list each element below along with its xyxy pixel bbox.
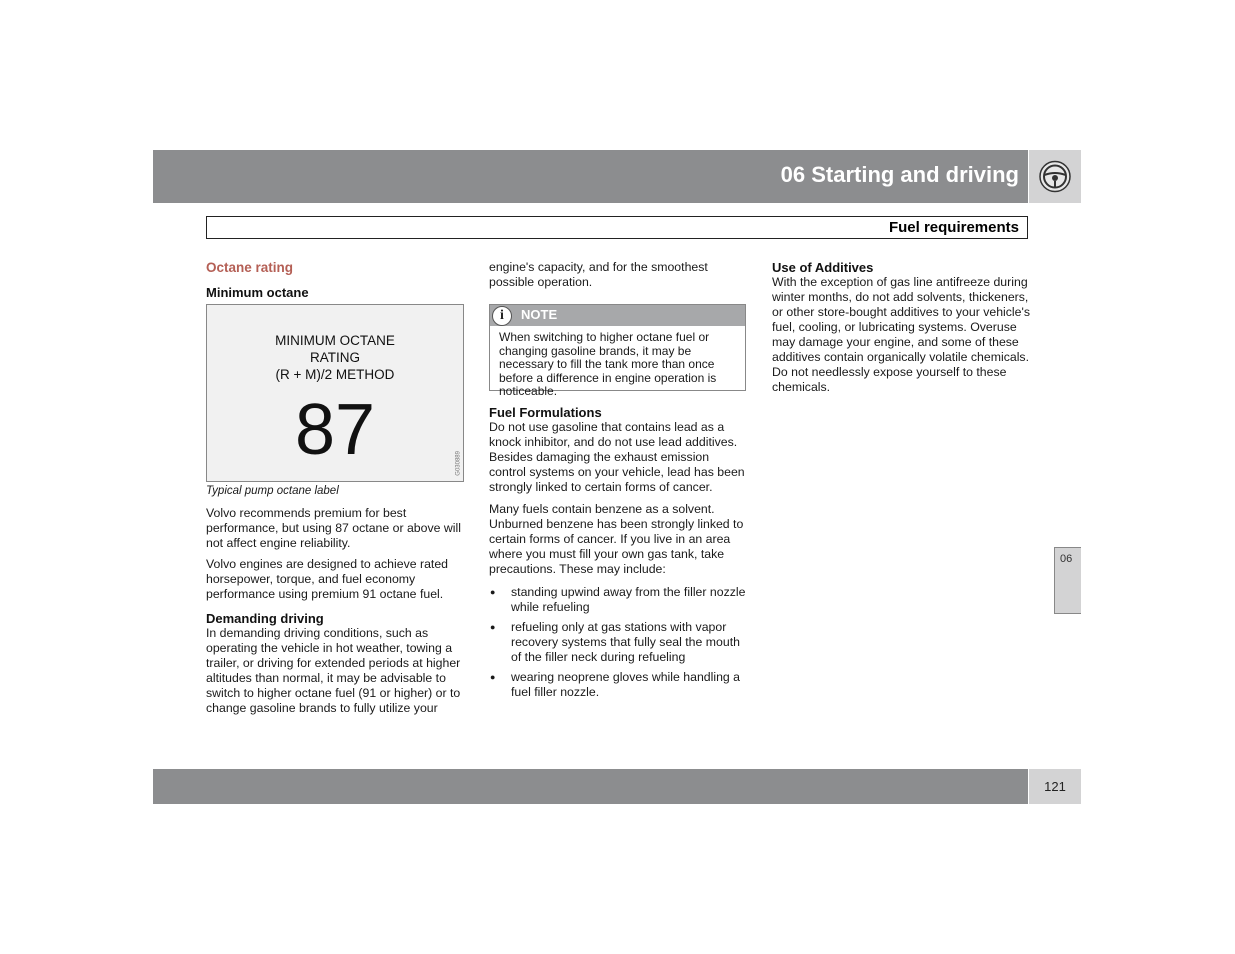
paragraph: Many fuels contain benzene as a solvent. Unburned benzene has been strongly linked to certain forms of cancer. If you live in an area where you must fill your own gas tank, take precautions. These may include: (489, 502, 744, 576)
page-number: 121 (1044, 779, 1066, 794)
column-1 (206, 260, 466, 300)
octane-number: 87 (294, 390, 376, 470)
column-3 (772, 260, 1030, 401)
note-text: When switching to higher octane fuel or changing gasoline brands, it may be necessary to fill the tank more than once before a difference in engine operation is noticeable. (499, 330, 717, 398)
list-item: ● refueling only at gas stations with vapor recovery systems that fully seal the mouth of the filler neck during refueling (489, 620, 747, 665)
footer-bar (153, 769, 1028, 804)
column-2-lower (489, 405, 747, 705)
info-icon: i (492, 306, 512, 326)
note-label: NOTE (521, 307, 558, 322)
page-number-box (1029, 769, 1081, 804)
list-item: ● standing upwind away from the filler nozzle while refueling (489, 585, 747, 615)
side-tab-label: 06 (1060, 553, 1073, 565)
column-1-lower (206, 484, 466, 722)
octane-rating-heading: Octane rating (206, 260, 294, 275)
paragraph: In demanding driving conditions, such as operating the vehicle in hot weather, towing a trailer, or driving for extended periods at higher altitudes than normal, it may be advisable to switch to higher octane fuel (91 or higher) or to change gasoline brands to fully utilize your (206, 626, 461, 715)
chapter-side-tab (1054, 547, 1081, 614)
demanding-driving-heading: Demanding driving (206, 611, 324, 626)
figure-label-line: MINIMUM OCTANE (275, 333, 395, 348)
figure-label-line: (R + M)/2 METHOD (275, 367, 395, 382)
note-header (490, 305, 745, 326)
use-of-additives-heading: Use of Additives (772, 260, 874, 275)
chapter-title: 06 Starting and driving (780, 162, 1019, 187)
steering-wheel-icon (1029, 150, 1081, 203)
column-2 (489, 260, 749, 296)
figure-label (207, 332, 463, 383)
chapter-icon-box (1029, 150, 1081, 203)
fuel-formulations-heading: Fuel Formulations (489, 405, 602, 420)
figure-caption: Typical pump octane label (206, 485, 339, 497)
minimum-octane-heading: Minimum octane (206, 285, 309, 300)
section-title: Fuel requirements (888, 219, 1019, 236)
octane-label-figure (206, 304, 464, 482)
paragraph: With the exception of gas line antifreeze during winter months, do not add solvents, thickeners, or other store-bought additives to your vehicle's fuel, cooling, or lubricating systems. Overuse may damage your engine, and some of these additives contain organically volatile chemicals. Do not needlessly expose yourself to these chemicals. (772, 275, 1030, 394)
paragraph: Volvo engines are designed to achieve rated horsepower, torque, and fuel economy performance using premium 91 octane fuel. (206, 557, 449, 601)
paragraph: Do not use gasoline that contains lead as a knock inhibitor, and do not use lead additives. Besides damaging the exhaust emission control systems on your vehicle, lead has been strongly linked to certain forms of cancer. (489, 420, 745, 494)
paragraph: Volvo recommends premium for best performance, but using 87 octane or above will not affect engine reliability. (206, 506, 461, 550)
paragraph: engine's capacity, and for the smoothest possible operation. (489, 260, 708, 289)
figure-label-line: RATING (310, 350, 360, 365)
precautions-list (489, 585, 747, 700)
list-item: ● wearing neoprene gloves while handling a fuel filler nozzle. (489, 670, 747, 700)
note-box (489, 304, 746, 398)
figure-code: G030889 (456, 451, 462, 476)
